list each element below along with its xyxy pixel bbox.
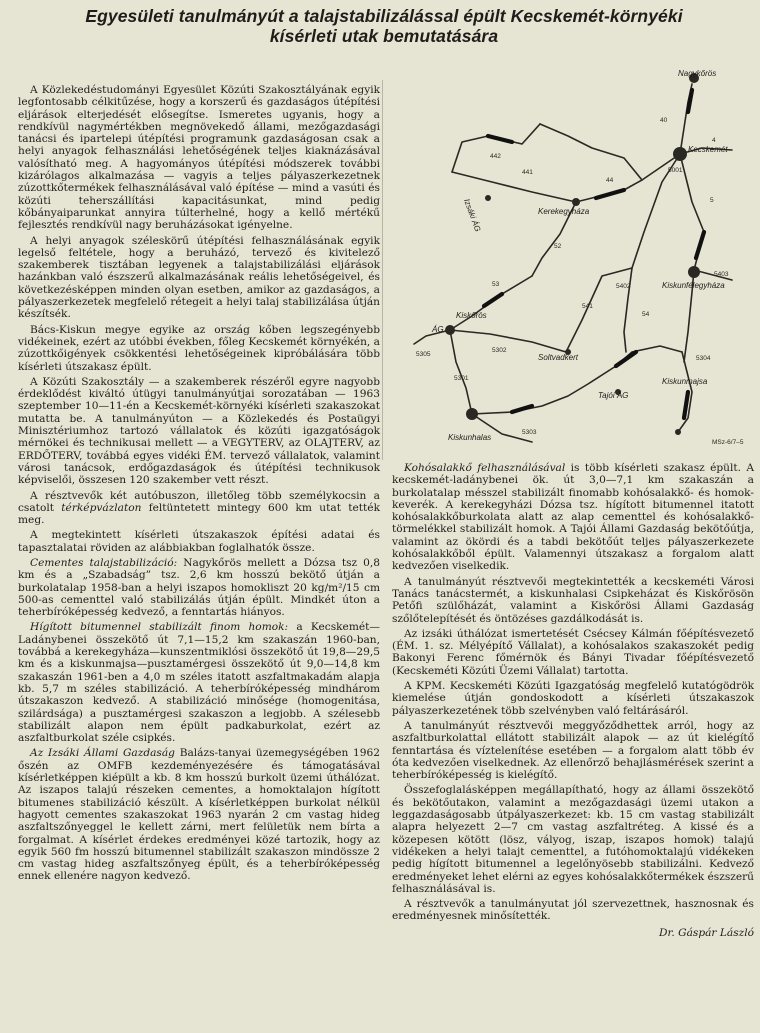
text-run: A résztvevők két autóbuszon, illetőleg több személykocsin a csatolt xyxy=(18,489,380,514)
map-label: Izsáki ÁG xyxy=(462,197,483,233)
trial-section xyxy=(684,392,688,418)
section-lead: Cementes talajstabilizáció: xyxy=(30,556,178,569)
map-label: Kiskőrös xyxy=(456,311,487,320)
paragraph: A tanulmányút résztvevői meggyőződhettek arról, hogy az aszfaltburkolattal ellátott stabilizált alapok — az út kielégítő fenntartása és víztelenítése esetében — a forgalom alatt több év óta kedvezően viselkednek. Az ellenőrző behajlásmérések szerint a teherbíróképesség is kielégítő. xyxy=(392,719,754,782)
text-run: Nagykőrös mellett a Dózsa tsz 0,8 km és a „Szabadság” tsz. 2,6 km hosszú bekötő útján a burkolatalap 1958-ban a helyi iszapos homokliszt 20 kg/m²/15 cm 500-as cementtel való stabilizálás útján épült. Mindkét úton a teherbíróképesség kedvező, a fenntartás hiányos. xyxy=(18,556,380,619)
article-columns xyxy=(18,62,754,939)
road-number: 44 xyxy=(606,177,614,184)
text-run: feltüntetett mintegy 600 km utat tették meg. xyxy=(18,501,380,527)
road-number: 5402 xyxy=(616,283,631,290)
paragraph xyxy=(18,557,380,618)
author-signature: Dr. Gáspár László xyxy=(658,926,754,939)
map-road xyxy=(488,124,540,144)
road-number: 541 xyxy=(582,303,593,310)
road-number: 52 xyxy=(554,243,562,250)
road-number: 54 xyxy=(642,311,650,318)
road-number: 5304 xyxy=(696,355,711,362)
trial-section xyxy=(616,352,636,366)
map-road xyxy=(624,268,632,352)
road-number: 442 xyxy=(490,153,501,160)
section-lead: Hígított bitumennel stabilizált finom homok: xyxy=(30,621,289,634)
paragraph: A megtekintett kísérleti útszakaszok építési adatai és tapasztalatai röviden az alábbiakban foglalhatók össze. xyxy=(18,529,380,554)
text-run: Balázs-tanyai üzemegységében 1962 őszén az OMFB kezdeményezésére és támogatásával kísérletképpen kiépült a kb. 8 km hosszú burkolt üzemi úthálózat. Az iszapos talajú részeken cementes, a homoktalajon hígított bitumenes stabilizáció készült. A kísérletképpen burkolat nélkül hagyott cementes szakaszokat 1963 nyarán 2 cm vastag hideg aszfaltszőnyeggel le kellett zárni, mert felületük nem bírta a forgalmat. A kísérlet érdekes eredményei közé tartozik, hogy az egyik 560 fm hosszú bitumennel stabilizált szakaszon mindössze 2 cm vastag hideg aszfaltszőnyeg épült, és a teherbíróképesség ennek ellenére nagyon kedvező. xyxy=(18,747,381,883)
text-run-italic: térképvázlaton xyxy=(61,501,142,514)
paragraph xyxy=(18,747,380,882)
paragraph: A Közúti Szakosztály — a szakemberek részéről egyre nagyobb érdeklődést kiváltó útügyi tanulmányútjai sorozatában — 1963 szeptember 10—11-én a Kecskemét-környéki kísérleti szakaszokat mutatta be. A tanulmányúton — a Közlekedés és Postaügyi Minisztériumhoz tartozó vállalatok és közúti igazgatóságok mérnökei és technikusai mellett — a VEGYTERV, az OLAJTERV, az ERDŐTERV, továbbá egyes vidéki ÉM. tervező vállalatok, valamint városi tanácsok, erdőgazdaságok és útépítési technikusok képviselői, összesen 120 szakember vett részt. xyxy=(18,375,380,487)
town-marker xyxy=(688,266,700,278)
road-number: 5301 xyxy=(454,375,469,382)
town-marker xyxy=(466,408,478,420)
paragraph xyxy=(392,462,754,573)
town-marker xyxy=(572,198,580,206)
map-road xyxy=(540,124,642,180)
paragraph: A KPM. Kecskeméti Közúti Igazgatóság megfelelő kutatógödrök kiemelése útján gondoskodott a kísérleti útszakaszok pályaszerkezetének több szelvényben való feltárásáról. xyxy=(392,680,754,717)
text-run: a Kecskemét—Ladánybenei összekötő út 7,1—15,2 km szakaszán 1960-ban, továbbá a kerekegyháza—kunszentmiklósi összekötő út 19,8—29,5 km és a kiskunmajsa—pusztamérgesi összekötő út 9,0—14,8 km szakaszán 1961-ben a 4,0 m széles itatott aszfaltmakadám alapja kb. 5,7 m széles stabilizáció. A teherbíróképesség mindhárom útszakaszon kedvező. A stabilizáció minősége (homogenitása, szilárdsága) a pusztamérgesi szakaszon a legjobb. A szélesebb stabilizált alapon nem épült padkaburkolat, ezért az aszfaltburkolat széle csipkés. xyxy=(18,621,380,745)
map-label: Nagykőrös xyxy=(678,69,717,78)
town-marker xyxy=(445,325,455,335)
map-stamp: MSz-6/7–5 xyxy=(712,439,744,446)
road-number: 5001 xyxy=(668,167,683,174)
paragraph: Összefoglalásképpen megállapítható, hogy az állami összekötő és bekötőutakon, valamint a mezőgazdasági üzemi utakon a leggazdaságosabb útpályaszerkezet: kb. 15 cm vastag stabilizált alapra helyezett 2—7 cm vastag aszfaltréteg. A kissé és a közepesen kötött (lösz, vályog, iszap, iszapos homok) talajú vidékeken a helyi talajt cementtel, a futóhomoktalajú vidékeken pedig hígított bitumennel a legelőnyösebb stabilizálni. Kedvező eredményeket lehet elérni az egyes kohósalakkőtermékek észszerű felhasználásával is. xyxy=(392,784,754,895)
road-number: 441 xyxy=(522,169,533,176)
right-column xyxy=(392,62,754,939)
road-number: 53 xyxy=(492,281,500,288)
section-lead: Az Izsáki Állami Gazdaság xyxy=(30,747,175,760)
paragraph: Bács-Kiskun megye egyike az ország kőben legszegényebb vidékeinek, ezért az utóbbi években, főleg Kecskemét környékén, a zúzottkőigények csökkentési lehetőségeinek kipróbálására több kísérleti útszakasz épült. xyxy=(18,323,380,373)
trial-section xyxy=(696,232,704,258)
map-label: Kecskemét xyxy=(688,145,728,154)
trial-section xyxy=(688,90,692,112)
town-marker xyxy=(673,147,687,161)
map-road xyxy=(452,136,488,172)
section-lead: Kohósalakkő felhasználásával xyxy=(404,462,566,474)
trial-section xyxy=(488,136,512,142)
title-line-1: Egyesületi tanulmányút a talajstabilizálással épült Kecskemét-környéki xyxy=(85,6,683,26)
article-title xyxy=(18,6,750,46)
trial-section xyxy=(484,294,502,306)
map-road xyxy=(566,268,632,352)
road-number: 5303 xyxy=(522,429,537,436)
town-marker xyxy=(675,429,681,435)
paragraph: A Közlekedéstudományi Egyesület Közúti Szakosztályának egyik legfontosabb célkitűzése, hogy a korszerű és gazdaságos útépítési eljárások elterjedését elősegítse. Ismeretes ugyanis, hogy a rendkívül nagymértékben megnövekedő állami, mezőgazdasági tanácsi és ipartelepi útépítési programunk gazdaságosan csak a helyi anyagok felhasználási lehetőségének teljes kiaknázásával valósítható meg. A hagyományos útépítési módszerek további kizárólagos alkalmazása — vagyis a teljes pályaszerkezetnek zúzottkőtermékek felhasználásával való építése — mind a vasúti és közúti teherszállítási kapacitásunkat, mind pedig kőbányaiparunkat annyira túlterhelné, hogy a kellő mértékű fejlesztés rendkívül nagy beruházásokat igényelne. xyxy=(18,84,380,232)
road-number: 5305 xyxy=(416,351,431,358)
town-marker xyxy=(485,195,491,201)
trial-section xyxy=(596,190,624,198)
road-number: 40 xyxy=(660,117,668,124)
road-number: 5302 xyxy=(492,347,507,354)
map-label: Kiskunmajsa xyxy=(662,377,708,386)
route-map xyxy=(392,62,754,454)
left-column xyxy=(18,62,380,939)
map-road xyxy=(450,330,472,414)
paragraph xyxy=(18,490,380,527)
trial-section xyxy=(512,406,532,412)
map-label: Kerekegyháza xyxy=(538,207,590,216)
title-line-2: kísérleti utak bemutatására xyxy=(269,26,499,46)
paragraph: A résztvevők a tanulmányutat jól szervezettnek, hasznosnak és eredményesnek minősítették. xyxy=(392,898,754,923)
map-road xyxy=(680,154,704,270)
map-label: Kiskunhalas xyxy=(448,433,492,442)
map-label: Tajói ÁG xyxy=(598,391,629,400)
road-number: 4 xyxy=(712,137,716,144)
paragraph: Az izsáki úthálózat ismertetését Csécsey Kálmán főépítésvezető (ÉM. 1. sz. Mélyépítő Vállalat), a kohósalakos szakaszokét pedig Bakonyi Ferenc főmérnök és Bányi Tivadar főépítésvezető (Kecskeméti Közúti Üzemi Vállalat) tartotta. xyxy=(392,627,754,677)
road-number: 5 xyxy=(710,197,714,204)
road-number: 5403 xyxy=(714,271,729,278)
map-label: ÁG xyxy=(432,325,444,334)
paragraph: A helyi anyagok széleskörű útépítési felhasználásának egyik legelső feltétele, hogy a beruházó, tervező és kivitelező szakemberek tisztában legyenek a talajstabilizálási eljárások hazánkban való észszerű alkalmazásának reális lehetőségeivel, és következésképpen minden olyan esetben, amikor az gazdaságos, a pályaszerkezetek megfelelő rétegeit a helyi talaj stabilizálása útján készítsék. xyxy=(18,234,380,321)
map-road xyxy=(450,330,566,352)
map-label: Soltvadkert xyxy=(538,353,579,362)
paragraph xyxy=(18,621,380,744)
paragraph: A tanulmányút résztvevői megtekintették a kecskeméti Városi Tanács tanácstermét, a kiskunhalasi Csipkeházat és Kiskőrösön Petőfi szülőházát, valamint a Kiskőrösi Állami Gazdaság szőlőtelepítését és öntözéses gazdálkodását is. xyxy=(392,575,754,625)
map-label: Kiskunfélegyháza xyxy=(662,281,725,290)
text-run: is több kísérleti szakasz épült. A kecskemét-ladánybenei ök. út 3,0—7,1 km szakaszán a burkolatalap mésszel stabilizált finomabb kohósalakkő- és homok-keverék. A kerekegyházi Dózsa tsz. hígított bitumennel itatott kohósalakkőburkolata alatt az alap cementtel és kohósalakkő-törmelékkel stabilizált homok. A Tajói Állami Gazdaság bekötőútja, valamint az ökördi és a tabdi bekötőút teljes pályaszerkezete kohósalakkőből épült. Valamennyi útszakasz a forgalom alatt kedvezően viselkedik. xyxy=(392,462,754,573)
